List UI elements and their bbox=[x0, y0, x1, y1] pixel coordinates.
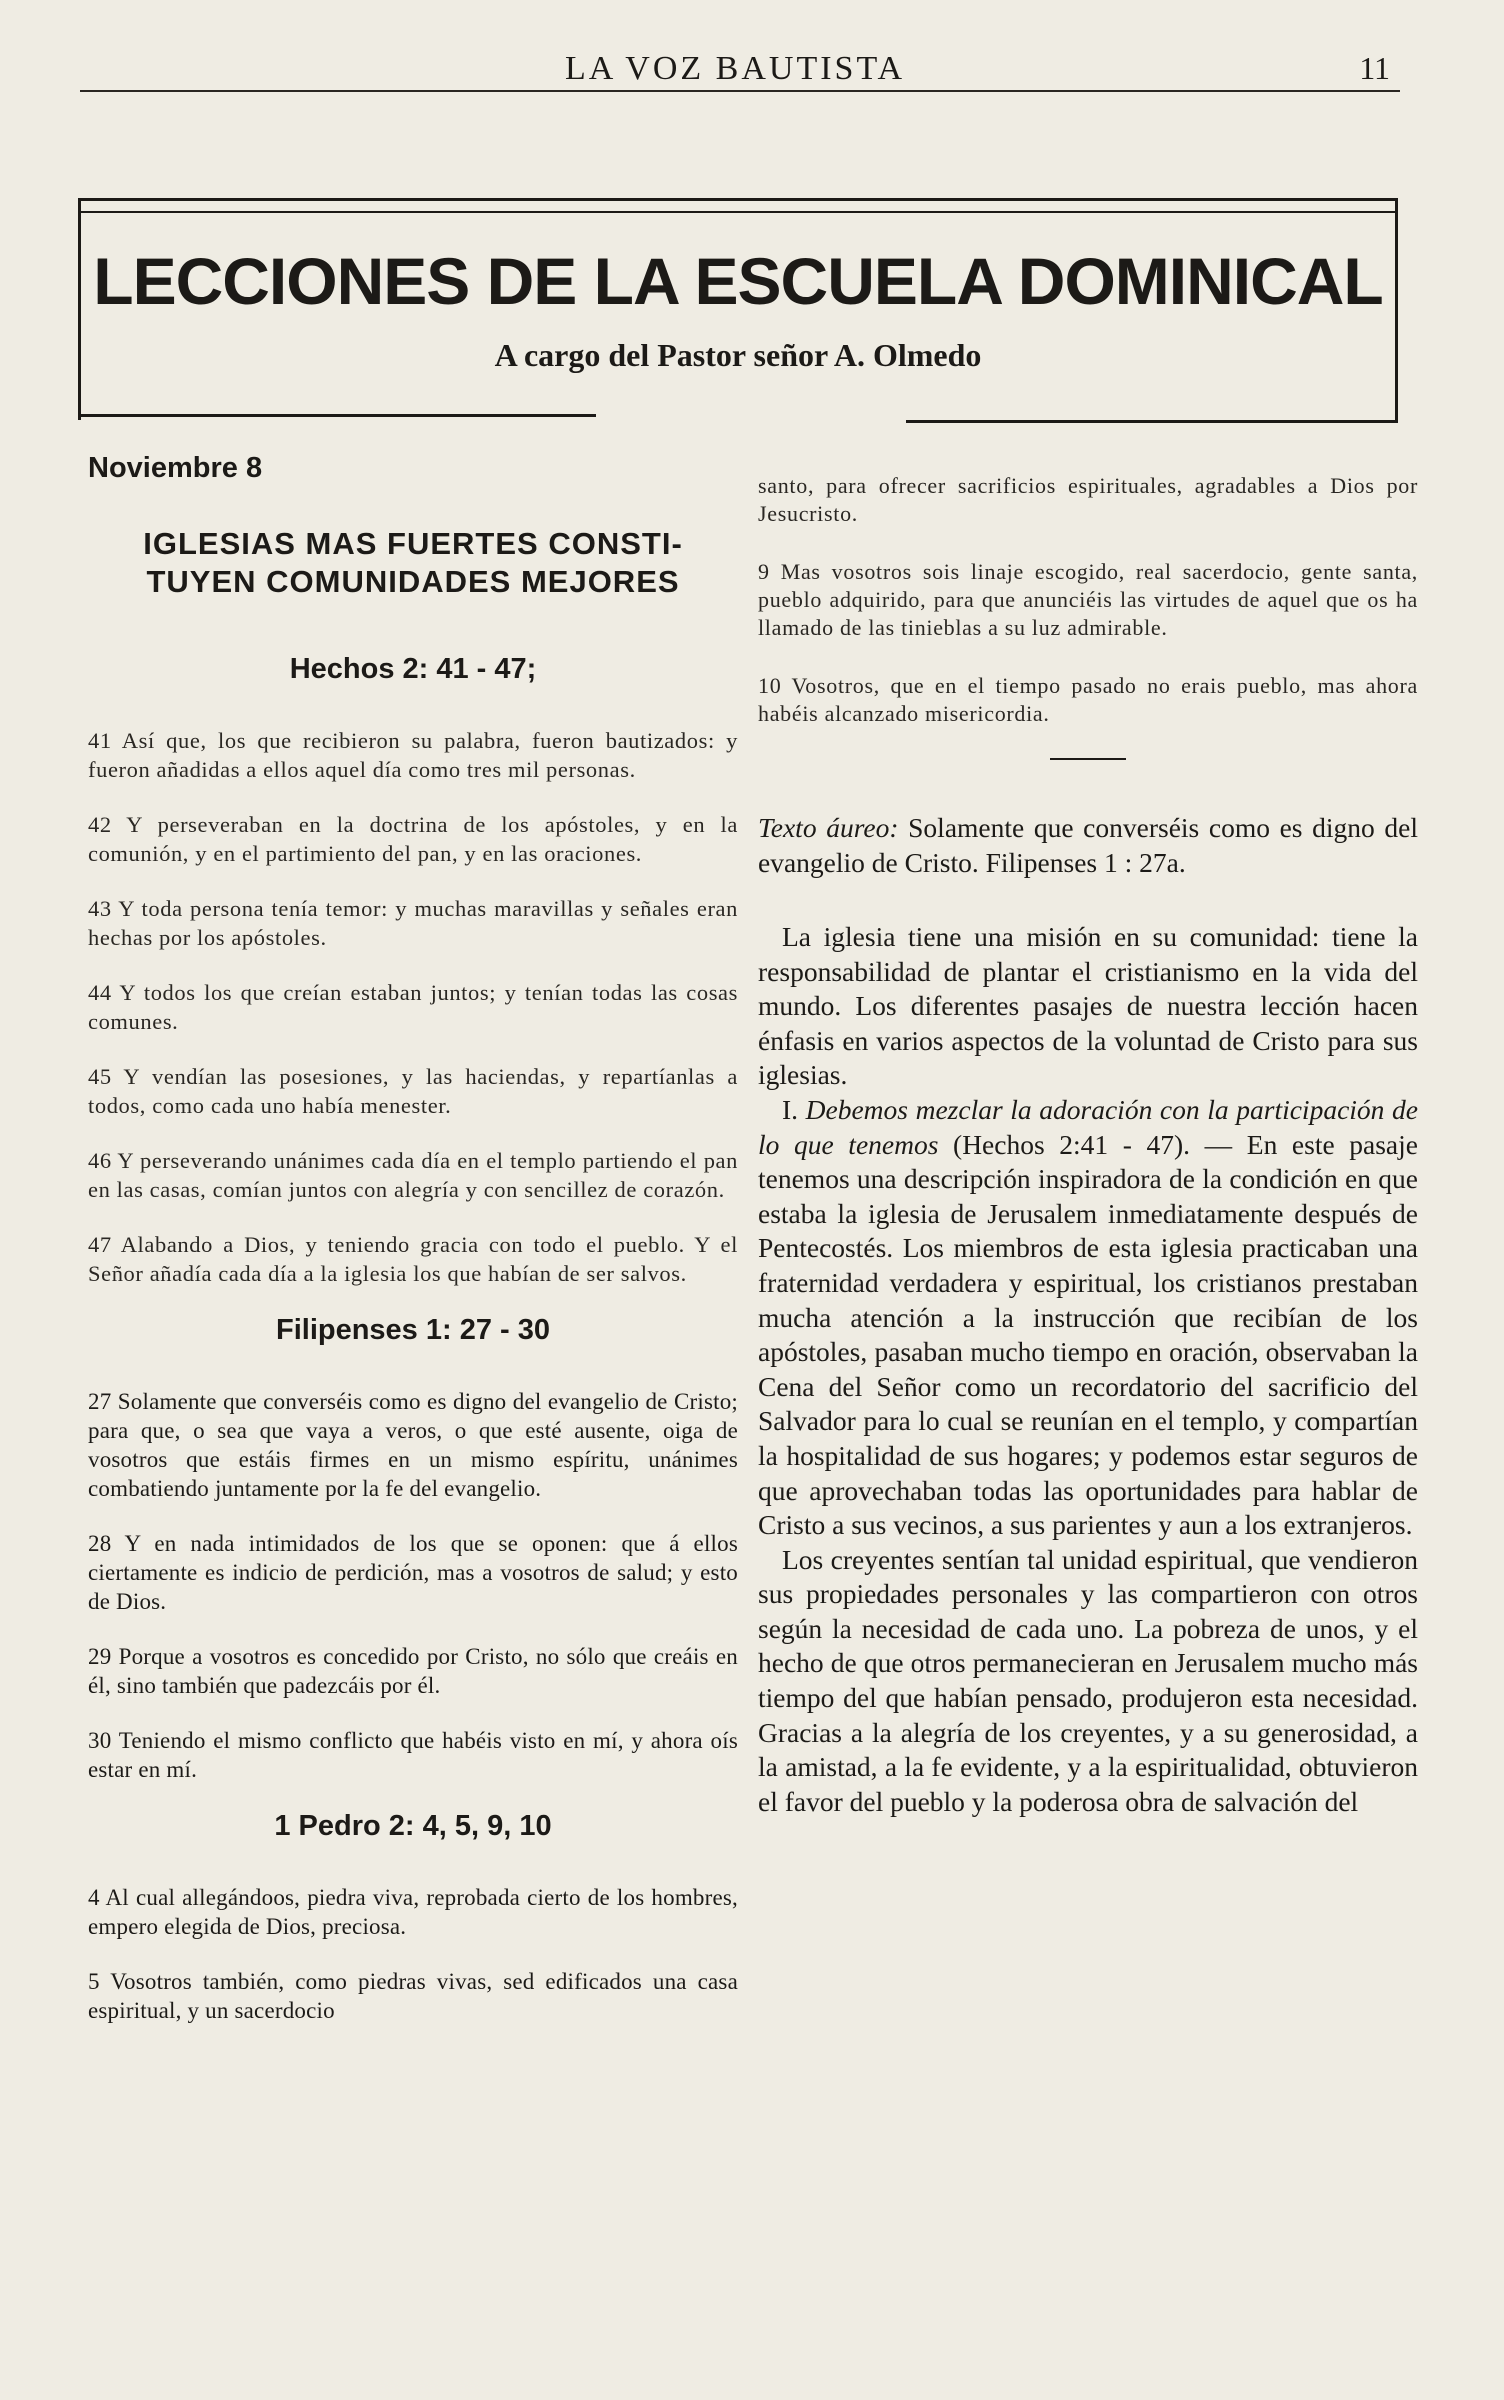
golden-text-body: Solamente que converséis como es digno del evangelio de Cristo. Filipenses 1 : 27a. bbox=[758, 812, 1419, 878]
scripture-reference: Hechos 2: 41 - 47; bbox=[289, 653, 537, 685]
lesson-date: Noviembre 8 bbox=[88, 452, 263, 484]
point-text: (Hechos 2:41 - 47). — En este pasaje tenemos una descripción inspiradora de la condición en que estaba la iglesia de Jerusalem inmediatamente después de Pentecostés. Los miembros de esta iglesia practicaban una fraternidad verdadera y espiritual, los cristianos prestaban mucha atención a la instrucción que recibían de los apóstoles, pasaban mucho tiempo en oración, observaban la Cena del Señor como un recordatorio del sacrificio del Salvador para lo cual se reunían en el templo, y compartían la hospitalidad de sus hogares; y podemos estar seguros de que aprovechaban todas las oportunidades para hablar de Cristo a sus vecinos, a sus parientes y aun a los extranjeros. bbox=[758, 1128, 1418, 1541]
verse: 46 Y perseverando unánimes cada día en el templo partiendo el pan en las casas, comían juntos con alegría y con sencillez de corazón. bbox=[88, 1148, 738, 1202]
verse: 9 Mas vosotros sois linaje escogido, real sacerdocio, gente santa, pueblo adquirido, para que anunciéis las virtudes de aquel que os ha llamado de las tinieblas a su luz admirable. bbox=[758, 559, 1418, 640]
lesson-title bbox=[88, 525, 738, 601]
body-paragraph: La iglesia tiene una misión en su comunidad: tiene la responsabilidad de plantar el cristianismo en la vida del mundo. Los diferentes pasajes de nuestra lección hacen énfasis en varios aspectos de la voluntad de Cristo para sus iglesias. bbox=[758, 921, 1418, 1091]
golden-text-label: Texto áureo: bbox=[758, 812, 899, 843]
running-title: LA VOZ BAUTISTA bbox=[564, 50, 906, 87]
verse: 10 Vosotros, que en el tiempo pasado no erais pueblo, mas ahora habéis alcanzado misericordia. bbox=[758, 673, 1418, 726]
title-box-inner-rule bbox=[81, 211, 1395, 213]
body-paragraph: Los creyentes sentían tal unidad espiritual, que vendieron sus propiedades personales y las compartieron con otros según la necesidad de cada uno. La pobreza de unos, y el hecho de que otros permanecieran en Jerusalem mucho más tiempo del que habían pensado, produjeron esta necesidad. Gracias a la alegría de los creyentes, y a su generosidad, a la amistad, a la fe evidente, y a la espiritualidad, obtuvieron el favor del pueblo y la poderosa obra de salvación del bbox=[758, 1543, 1418, 1817]
verse: 4 Al cual allegándoos, piedra viva, reprobada cierto de los hombres, empero elegida de Dios, preciosa. bbox=[88, 1885, 738, 1939]
left-column bbox=[88, 452, 738, 2051]
running-header bbox=[70, 44, 1400, 94]
section-title: LECCIONES DE LA ESCUELA DOMINICAL bbox=[93, 244, 1383, 318]
lesson-title-line: IGLESIAS MAS FUERTES CONSTI- bbox=[143, 526, 683, 561]
page-number: 11 bbox=[1359, 50, 1390, 86]
section-title-box bbox=[78, 198, 1398, 420]
section-divider bbox=[1050, 758, 1126, 760]
verse: 47 Alabando a Dios, y teniendo gracia con todo el pueblo. Y el Señor añadía cada día a la iglesia los que habían de ser salvos. bbox=[88, 1232, 738, 1286]
verse: 29 Porque a vosotros es concedido por Cristo, no sólo que creáis en él, sino también que padezcáis por él. bbox=[88, 1644, 738, 1698]
verse: 45 Y vendían las posesiones, y las haciendas, y repartíanlas a todos, como cada uno había menester. bbox=[88, 1064, 738, 1118]
lesson-title-line: TUYEN COMUNIDADES MEJORES bbox=[146, 564, 680, 599]
verse: santo, para ofrecer sacrificios espirituales, agradables a Dios por Jesucristo. bbox=[758, 473, 1418, 526]
verse: 27 Solamente que converséis como es digno del evangelio de Cristo; para que, o sea que vaya a veros, o que esté ausente, oiga de vosotros que estáis firmes en un mismo espíritu, unánimes combatiendo juntamente por la fe del evangelio. bbox=[88, 1389, 738, 1501]
verse: 5 Vosotros también, como piedras vivas, sed edificados una casa espiritual, y un sacerdocio bbox=[88, 1969, 738, 2023]
point-title: Debemos mezclar la adoración con la participación de lo que tenemos bbox=[758, 1093, 1418, 1160]
verse: 28 Y en nada intimidados de los que se oponen: que á ellos ciertamente es indicio de perdición, mas a vosotros de salud; y esto de Dios. bbox=[88, 1531, 738, 1614]
point-number: I. bbox=[782, 1093, 799, 1125]
verse: 30 Teniendo el mismo conflicto que habéis visto en mí, y ahora oís estar en mí. bbox=[88, 1728, 738, 1782]
right-column bbox=[758, 472, 1418, 1819]
verse: 44 Y todos los que creían estaban juntos; y tenían todas las cosas comunes. bbox=[88, 980, 738, 1034]
title-box-bottom-rule-left bbox=[78, 414, 596, 417]
section-subtitle: A cargo del Pastor señor A. Olmedo bbox=[494, 337, 982, 373]
scripture-reference: Filipenses 1: 27 - 30 bbox=[275, 1314, 550, 1346]
scripture-reference: 1 Pedro 2: 4, 5, 9, 10 bbox=[274, 1810, 552, 1842]
verse: 43 Y toda persona tenía temor: y muchas maravillas y señales eran hechas por los apóstoles. bbox=[88, 896, 738, 950]
body-paragraph bbox=[758, 1093, 1418, 1543]
title-box-bottom-rule-right bbox=[906, 420, 1398, 423]
header-rule bbox=[80, 90, 1400, 92]
verse: 41 Así que, los que recibieron su palabra, fueron bautizados: y fueron añadidas a ellos aquel día como tres mil personas. bbox=[88, 728, 738, 782]
verse: 42 Y perseveraban en la doctrina de los apóstoles, y en la comunión, y en el partimiento del pan, y en las oraciones. bbox=[88, 812, 738, 866]
golden-text bbox=[758, 810, 1418, 880]
